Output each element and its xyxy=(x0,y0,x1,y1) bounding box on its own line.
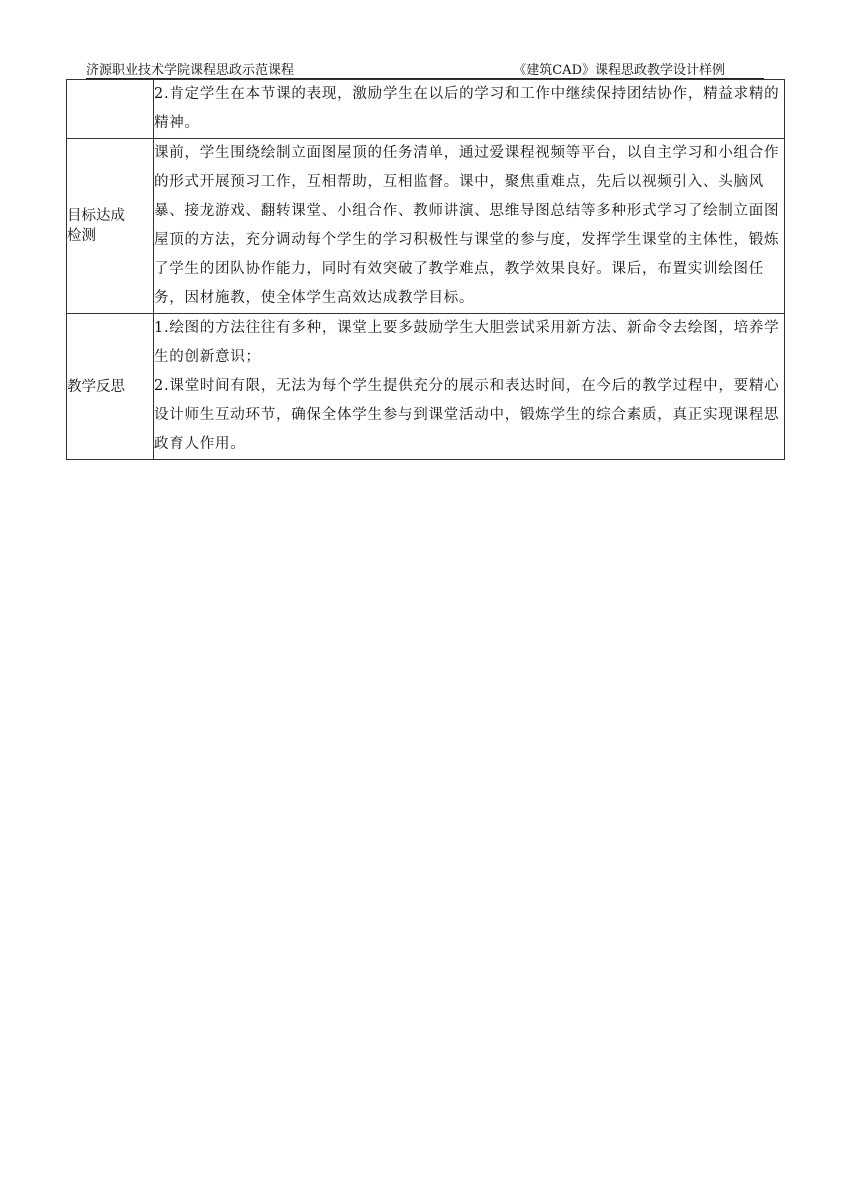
paragraph-reflection-2: 2.课堂时间有限，无法为每个学生提供充分的展示和表达时间，在今后的教学过程中，要精心设计师生互动环节，确保全体学生参与到课堂活动中，锻炼学生的综合素质，真正实现课程思政育人作用。 xyxy=(154,378,780,452)
table-row-goal-assessment xyxy=(67,139,785,314)
table-row-encouragement xyxy=(67,80,785,139)
row-content-teaching-reflection xyxy=(154,314,785,460)
row-label-empty xyxy=(67,80,154,139)
row-content-encouragement xyxy=(154,80,785,139)
header-school-title: 济源职业技术学院课程思政示范课程 xyxy=(86,63,295,78)
label-line: 目标达成 xyxy=(67,208,125,224)
paragraph-reflection-1: 1.绘图的方法往往有多种，课堂上要多鼓励学生大胆尝试采用新方法、新命令去绘图，培养学生的创新意识； xyxy=(154,320,780,365)
paragraph-goal-assessment: 课前，学生围绕绘制立面图屋顶的任务清单，通过爱课程视频等平台，以自主学习和小组合作的形式开展预习工作，互相帮助，互相监督。课中，聚焦重难点，先后以视频引入、头脑风暴、接龙游戏、翻转课堂、小组合作、教师讲演、思维导图总结等多种形式学习了绘制立面图屋顶的方法，充分调动每个学生的学习积极性与课堂的参与度，发挥学生课堂的主体性，锻炼了学生的团队协作能力，同时有效突破了教学难点，教学效果良好。课后，布置实训绘图任务，因材施教，使全体学生高效达成教学目标。 xyxy=(154,145,780,306)
lesson-design-table xyxy=(66,79,785,460)
label-line: 检测 xyxy=(67,228,96,244)
paragraph-encouragement: 2.肯定学生在本节课的表现，激励学生在以后的学习和工作中继续保持团结协作，精益求精的精神。 xyxy=(154,86,780,131)
row-content-goal-assessment xyxy=(154,139,785,314)
label-line: 教学反思 xyxy=(67,378,125,395)
table-row-teaching-reflection xyxy=(67,314,785,460)
row-label-teaching-reflection xyxy=(67,314,154,460)
header-course-title: 《建筑CAD》课程思政教学设计样例 xyxy=(513,63,725,78)
row-label-goal-assessment xyxy=(67,139,154,314)
page-header xyxy=(86,59,764,79)
